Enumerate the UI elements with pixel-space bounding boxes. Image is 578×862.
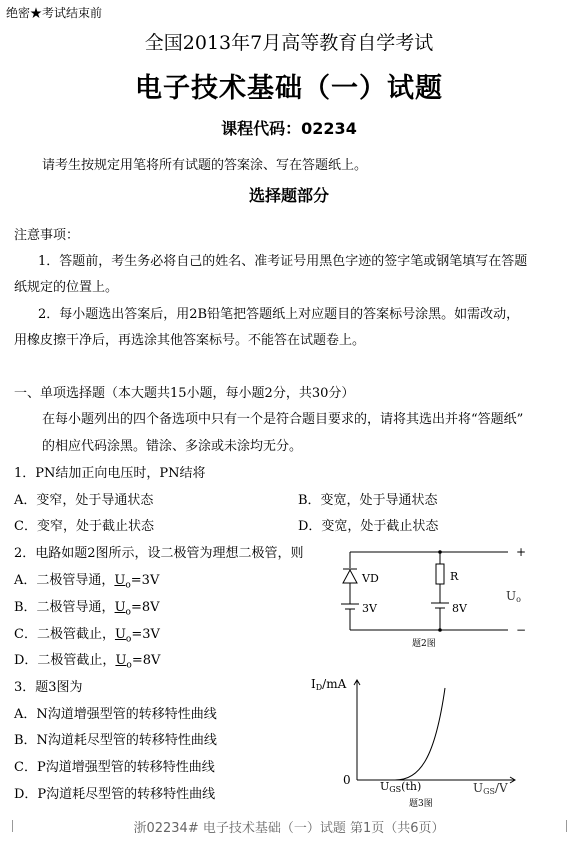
figure-2-circuit — [330, 540, 530, 650]
subject-title: 电子技术基础（一）试题 — [135, 73, 443, 104]
figure-2-source-2: 8V — [452, 602, 467, 615]
question-2-option-b: B．二极管导通，$U_o=8V$ — [14, 600, 160, 618]
confidential-label: 绝密★考试结束前 — [6, 6, 103, 20]
question-1-option-a: A．变窄，处于导通状态 — [14, 493, 154, 508]
exam-title: 全国2013年7月高等教育自学考试 — [144, 32, 434, 54]
question-2-stem: 2．电路如题2图所示，设二极管为理想二极管，则 — [14, 546, 304, 561]
figure-2-output-label: Uo — [506, 589, 521, 604]
question-1-stem: 1．PN结加正向电压时，PN结将 — [14, 466, 206, 481]
question-1-option-d: D．变宽，处于截止状态 — [298, 519, 439, 534]
page-footer: 浙02234# 电子技术基础（一）试题 第1页（共6页） — [133, 821, 445, 836]
question-2-option-d: D．二极管截止，$U_o=8V$ — [14, 653, 161, 671]
question-3-option-b: B．N沟道耗尽型管的转移特性曲线 — [14, 733, 217, 748]
question-3-option-c: C．P沟道增强型管的转移特性曲线 — [14, 760, 215, 775]
section-title: 选择题部分 — [248, 186, 329, 205]
figure-3-origin: 0 — [343, 773, 351, 787]
question-1-option-c: C．变窄，处于截止状态 — [14, 519, 154, 534]
course-code: 课程代码：02234 — [221, 119, 357, 138]
question-3-option-d: D．P沟道耗尽型管的转移特性曲线 — [14, 787, 216, 802]
figure-3-threshold-label: UGS(th) — [380, 780, 422, 794]
figure-2-resistor-label: R — [450, 570, 459, 583]
notes-heading: 注意事项： — [14, 228, 80, 243]
figure-3-caption: 题3图 — [409, 799, 433, 809]
question-3-stem: 3．题3图为 — [14, 680, 83, 695]
note-1-line-1: 1．答题前，考生务必将自己的姓名、准考证号用黑色字迹的签字笔或钢笔填写在答题 — [38, 254, 528, 269]
note-2-line-1: 2．每小题选出答案后，用2B铅笔把答题纸上对应题目的答案标号涂黑。如需改动， — [38, 307, 520, 322]
question-3-option-a: A．N沟道增强型管的转移特性曲线 — [14, 707, 217, 722]
answer-instruction: 请考生按规定用笔将所有试题的答案涂、写在答题纸上。 — [42, 158, 368, 173]
note-2-line-2: 用橡皮擦干净后，再选涂其他答案标号。不能答在试题卷上。 — [14, 333, 366, 348]
part1-heading: 一、单项选择题（本大题共15小题，每小题2分，共30分） — [14, 386, 355, 401]
figure-3-transfer-curve — [305, 668, 530, 814]
figure-2-caption: 题2图 — [412, 639, 436, 649]
figure-2-minus: − — [516, 623, 527, 637]
part1-desc-line-1: 在每小题列出的四个备选项中只有一个是符合题目要求的，请将其选出并将“答题纸” — [42, 412, 524, 427]
figure-2-diode-label: VD — [362, 572, 379, 585]
question-2-option-a: A．二极管导通，$U_o=3V$ — [14, 573, 160, 591]
figure-3-y-axis-label: ID/mA — [311, 677, 347, 692]
question-1-option-b: B．变宽，处于导通状态 — [298, 493, 438, 508]
figure-2-plus: + — [516, 545, 527, 559]
part1-desc-line-2: 的相应代码涂黑。错涂、多涂或未涂均无分。 — [42, 439, 303, 454]
figure-3-x-axis-label: UGS/V — [473, 781, 508, 796]
note-1-line-2: 纸规定的位置上。 — [14, 280, 119, 295]
figure-2-source-1: 3V — [362, 602, 377, 615]
question-2-option-c: C．二极管截止，$U_o=3V$ — [14, 627, 160, 645]
